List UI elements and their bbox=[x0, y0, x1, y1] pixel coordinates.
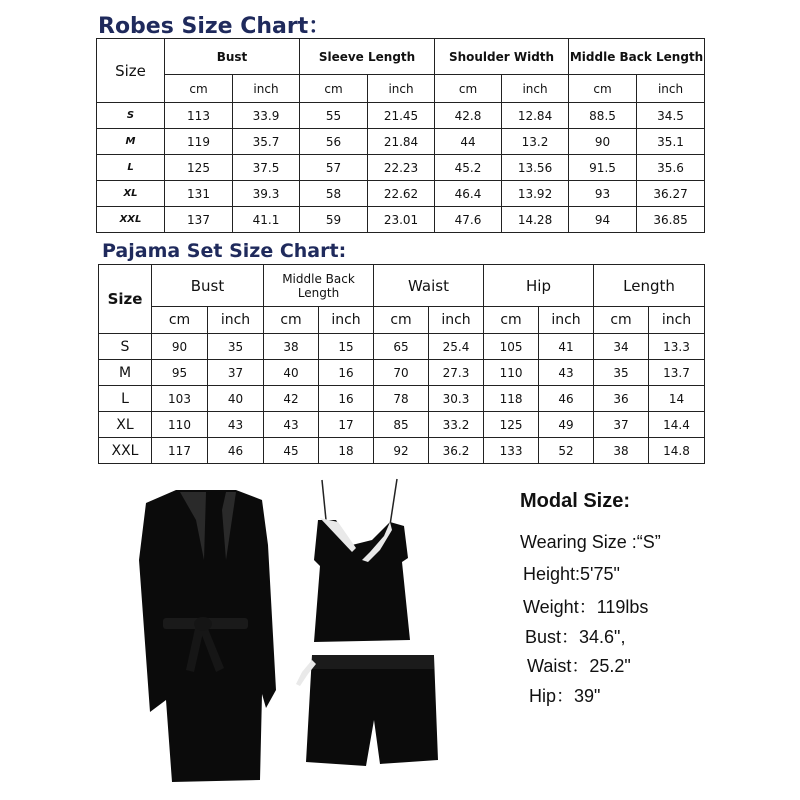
value-cell: 90 bbox=[569, 129, 637, 155]
value-cell: 65 bbox=[374, 334, 429, 360]
value-cell: 52 bbox=[539, 438, 594, 464]
unit-header: inch bbox=[637, 75, 705, 103]
value-cell: 37.5 bbox=[233, 155, 300, 181]
unit-header: cm bbox=[300, 75, 368, 103]
group-header-waist: Waist bbox=[374, 265, 484, 307]
size-cell: S bbox=[97, 103, 165, 129]
value-cell: 14.4 bbox=[649, 412, 705, 438]
value-cell: 137 bbox=[165, 207, 233, 233]
value-cell: 93 bbox=[569, 181, 637, 207]
unit-header: cm bbox=[152, 307, 208, 334]
value-cell: 35.6 bbox=[637, 155, 705, 181]
model-height: Height:5'75" bbox=[523, 564, 620, 584]
model-weight: Weight：119lbs bbox=[523, 597, 649, 617]
value-cell: 92 bbox=[374, 438, 429, 464]
size-cell: XXL bbox=[99, 438, 152, 464]
table-row bbox=[97, 155, 705, 181]
value-cell: 37 bbox=[208, 360, 264, 386]
value-cell: 35.7 bbox=[233, 129, 300, 155]
unit-header: cm bbox=[165, 75, 233, 103]
value-cell: 119 bbox=[165, 129, 233, 155]
value-cell: 35 bbox=[594, 360, 649, 386]
size-cell: XXL bbox=[97, 207, 165, 233]
value-cell: 43 bbox=[264, 412, 319, 438]
value-cell: 33.2 bbox=[429, 412, 484, 438]
value-cell: 23.01 bbox=[368, 207, 435, 233]
value-cell: 41 bbox=[539, 334, 594, 360]
value-cell: 70 bbox=[374, 360, 429, 386]
value-cell: 95 bbox=[152, 360, 208, 386]
value-cell: 36.27 bbox=[637, 181, 705, 207]
camisole-top-image bbox=[314, 479, 410, 642]
value-cell: 90 bbox=[152, 334, 208, 360]
value-cell: 94 bbox=[569, 207, 637, 233]
value-cell: 40 bbox=[208, 386, 264, 412]
value-cell: 42 bbox=[264, 386, 319, 412]
value-cell: 34.5 bbox=[637, 103, 705, 129]
value-cell: 13.3 bbox=[649, 334, 705, 360]
unit-header: inch bbox=[539, 307, 594, 334]
table-row bbox=[99, 360, 705, 386]
unit-header: inch bbox=[319, 307, 374, 334]
value-cell: 46 bbox=[539, 386, 594, 412]
group-header-shoulder-width: Shoulder Width bbox=[435, 39, 569, 75]
value-cell: 118 bbox=[484, 386, 539, 412]
value-cell: 13.92 bbox=[502, 181, 569, 207]
value-cell: 21.45 bbox=[368, 103, 435, 129]
value-cell: 35 bbox=[208, 334, 264, 360]
size-cell: M bbox=[97, 129, 165, 155]
value-cell: 16 bbox=[319, 386, 374, 412]
pajama-size-chart-title: Pajama Set Size Chart: bbox=[102, 240, 347, 262]
robes-size-table bbox=[96, 38, 705, 233]
value-cell: 37 bbox=[594, 412, 649, 438]
value-cell: 36.2 bbox=[429, 438, 484, 464]
value-cell: 58 bbox=[300, 181, 368, 207]
value-cell: 39.3 bbox=[233, 181, 300, 207]
value-cell: 33.9 bbox=[233, 103, 300, 129]
size-cell: L bbox=[97, 155, 165, 181]
unit-header: cm bbox=[484, 307, 539, 334]
value-cell: 59 bbox=[300, 207, 368, 233]
value-cell: 14.8 bbox=[649, 438, 705, 464]
value-cell: 56 bbox=[300, 129, 368, 155]
value-cell: 78 bbox=[374, 386, 429, 412]
size-cell: XL bbox=[99, 412, 152, 438]
value-cell: 125 bbox=[165, 155, 233, 181]
value-cell: 38 bbox=[594, 438, 649, 464]
unit-header: cm bbox=[264, 307, 319, 334]
table-row bbox=[97, 103, 705, 129]
value-cell: 88.5 bbox=[569, 103, 637, 129]
group-header-middle-back-length: Middle Back Length bbox=[569, 39, 705, 75]
size-cell: L bbox=[99, 386, 152, 412]
model-size-title: Modal Size: bbox=[520, 490, 631, 512]
group-header-bust: Bust bbox=[152, 265, 264, 307]
value-cell: 36 bbox=[594, 386, 649, 412]
value-cell: 15 bbox=[319, 334, 374, 360]
shorts-image bbox=[296, 655, 438, 766]
value-cell: 110 bbox=[152, 412, 208, 438]
value-cell: 55 bbox=[300, 103, 368, 129]
value-cell: 41.1 bbox=[233, 207, 300, 233]
value-cell: 12.84 bbox=[502, 103, 569, 129]
size-cell: S bbox=[99, 334, 152, 360]
value-cell: 35.1 bbox=[637, 129, 705, 155]
value-cell: 36.85 bbox=[637, 207, 705, 233]
table-row bbox=[99, 438, 705, 464]
value-cell: 110 bbox=[484, 360, 539, 386]
value-cell: 13.56 bbox=[502, 155, 569, 181]
pajama-size-table bbox=[98, 264, 705, 464]
size-cell: M bbox=[99, 360, 152, 386]
group-header-hip: Hip bbox=[484, 265, 594, 307]
value-cell: 30.3 bbox=[429, 386, 484, 412]
value-cell: 40 bbox=[264, 360, 319, 386]
value-cell: 42.8 bbox=[435, 103, 502, 129]
value-cell: 21.84 bbox=[368, 129, 435, 155]
value-cell: 45.2 bbox=[435, 155, 502, 181]
value-cell: 13.7 bbox=[649, 360, 705, 386]
value-cell: 133 bbox=[484, 438, 539, 464]
value-cell: 43 bbox=[539, 360, 594, 386]
value-cell: 22.62 bbox=[368, 181, 435, 207]
value-cell: 18 bbox=[319, 438, 374, 464]
table-row bbox=[97, 207, 705, 233]
table-row bbox=[97, 181, 705, 207]
group-header-sleeve-length: Sleeve Length bbox=[300, 39, 435, 75]
value-cell: 44 bbox=[435, 129, 502, 155]
value-cell: 57 bbox=[300, 155, 368, 181]
group-header-bust: Bust bbox=[165, 39, 300, 75]
value-cell: 14.28 bbox=[502, 207, 569, 233]
unit-header: inch bbox=[502, 75, 569, 103]
value-cell: 103 bbox=[152, 386, 208, 412]
model-waist: Waist：25.2" bbox=[527, 656, 631, 676]
value-cell: 85 bbox=[374, 412, 429, 438]
value-cell: 13.2 bbox=[502, 129, 569, 155]
unit-header: cm bbox=[569, 75, 637, 103]
value-cell: 25.4 bbox=[429, 334, 484, 360]
value-cell: 49 bbox=[539, 412, 594, 438]
value-cell: 113 bbox=[165, 103, 233, 129]
robes-size-chart-title: Robes Size Chart： bbox=[98, 14, 331, 39]
model-bust: Bust：34.6", bbox=[525, 627, 626, 647]
unit-header: cm bbox=[374, 307, 429, 334]
size-header: Size bbox=[97, 39, 165, 103]
robe-image bbox=[139, 490, 276, 782]
value-cell: 14 bbox=[649, 386, 705, 412]
value-cell: 45 bbox=[264, 438, 319, 464]
unit-header: inch bbox=[368, 75, 435, 103]
value-cell: 17 bbox=[319, 412, 374, 438]
value-cell: 46.4 bbox=[435, 181, 502, 207]
size-header: Size bbox=[99, 265, 152, 334]
value-cell: 91.5 bbox=[569, 155, 637, 181]
value-cell: 125 bbox=[484, 412, 539, 438]
value-cell: 47.6 bbox=[435, 207, 502, 233]
group-header-middle-back-length: Middle Back Length bbox=[264, 265, 374, 307]
garment-illustrations bbox=[0, 470, 500, 800]
value-cell: 46 bbox=[208, 438, 264, 464]
unit-header: inch bbox=[429, 307, 484, 334]
value-cell: 43 bbox=[208, 412, 264, 438]
unit-header: cm bbox=[594, 307, 649, 334]
size-cell: XL bbox=[97, 181, 165, 207]
value-cell: 34 bbox=[594, 334, 649, 360]
value-cell: 27.3 bbox=[429, 360, 484, 386]
table-row bbox=[99, 334, 705, 360]
model-wearing-size: Wearing Size :“S” bbox=[520, 532, 661, 552]
value-cell: 22.23 bbox=[368, 155, 435, 181]
unit-header: cm bbox=[435, 75, 502, 103]
table-row bbox=[97, 129, 705, 155]
value-cell: 117 bbox=[152, 438, 208, 464]
table-row bbox=[99, 412, 705, 438]
group-header-length: Length bbox=[594, 265, 705, 307]
model-hip: Hip：39" bbox=[529, 686, 601, 706]
value-cell: 105 bbox=[484, 334, 539, 360]
unit-header: inch bbox=[208, 307, 264, 334]
unit-header: inch bbox=[233, 75, 300, 103]
table-row bbox=[99, 386, 705, 412]
value-cell: 131 bbox=[165, 181, 233, 207]
value-cell: 16 bbox=[319, 360, 374, 386]
unit-header: inch bbox=[649, 307, 705, 334]
value-cell: 38 bbox=[264, 334, 319, 360]
